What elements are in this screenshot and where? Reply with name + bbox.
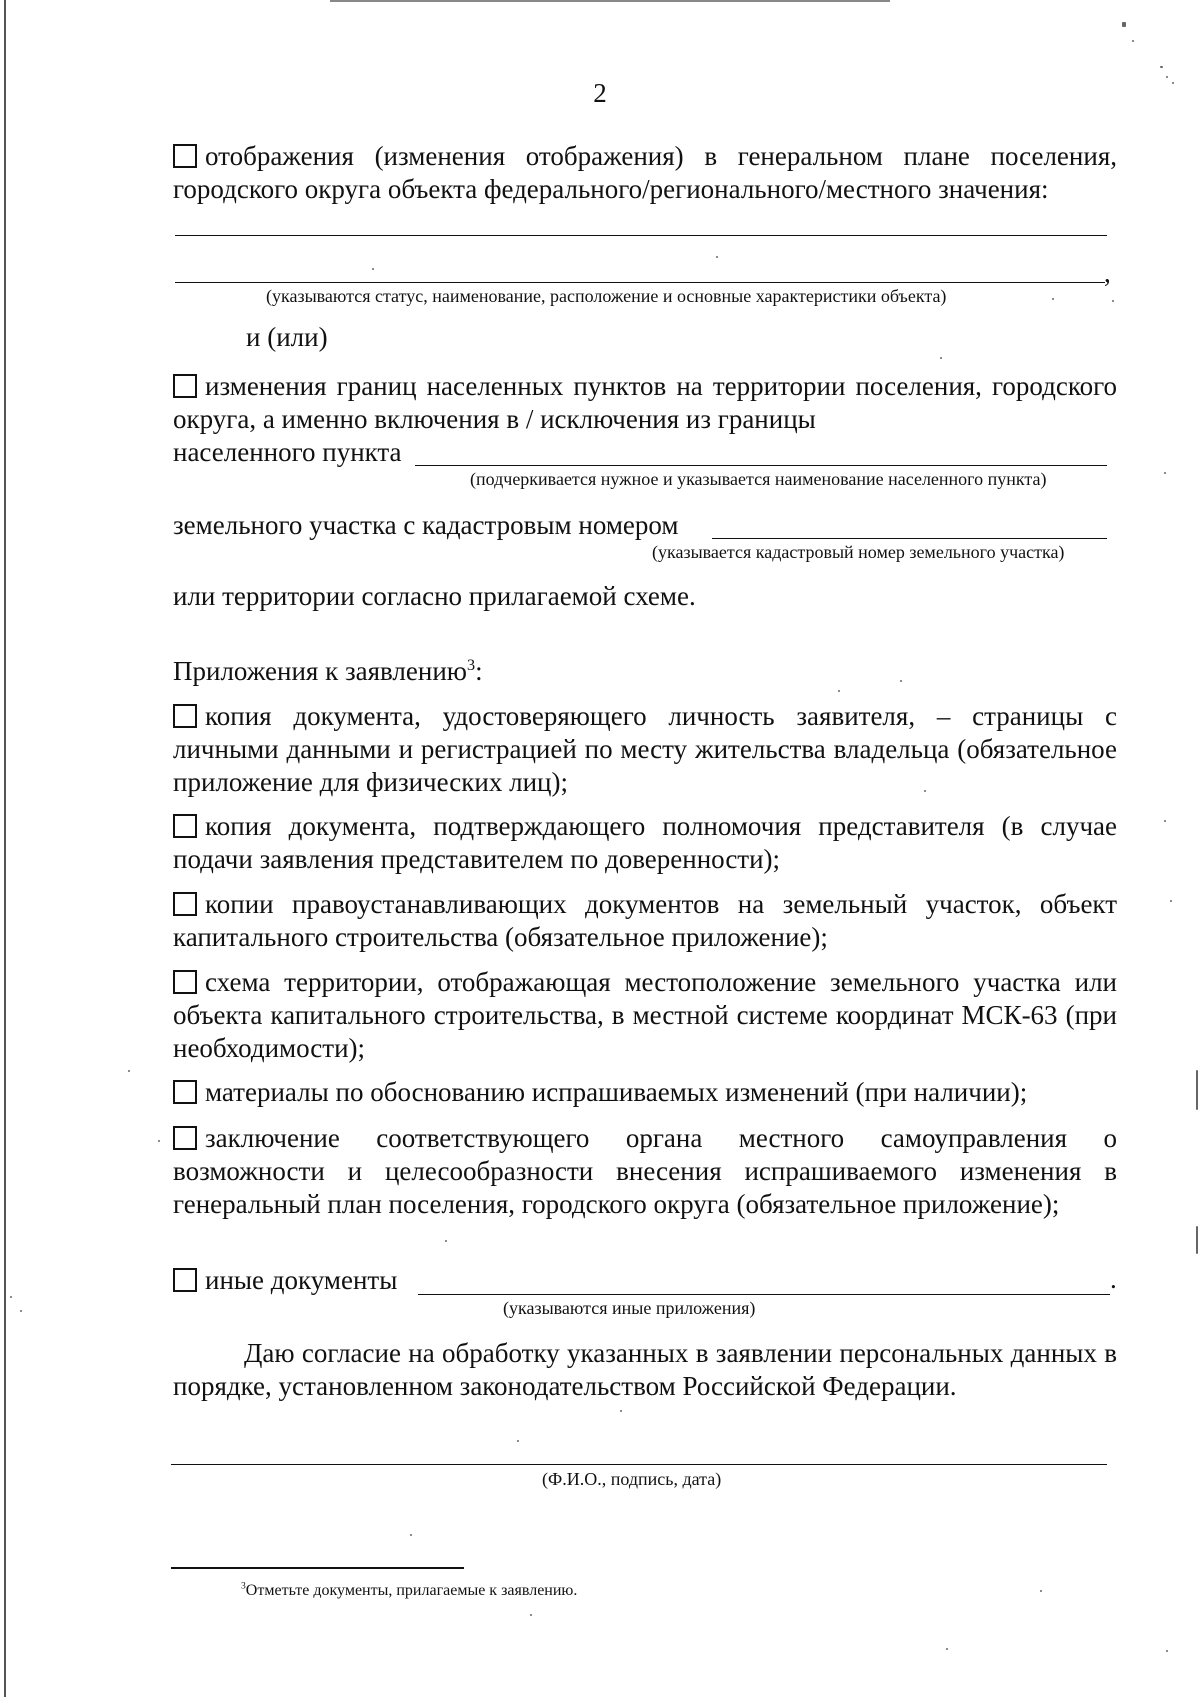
cadastral-label: земельного участка с кадастровым номером — [173, 510, 679, 540]
caption-other: (указываются иные приложения) — [503, 1298, 756, 1318]
checkbox-attachment-territory-scheme[interactable] — [173, 970, 197, 994]
attachments-heading — [173, 655, 483, 688]
attachment-item-identity — [173, 700, 1117, 799]
attachments-heading-text: Приложения к заявлению — [173, 656, 467, 686]
attachment-item-text: копии правоустанавливающих документов на земельный участок, объект капитального строительства (обязательное приложение); — [173, 889, 1117, 952]
fill-line-cadastral[interactable] — [712, 538, 1107, 539]
checkbox-settlement-borders[interactable] — [173, 374, 197, 398]
attachments-heading-colon: : — [475, 656, 483, 686]
signature-caption: (Ф.И.О., подпись, дата) — [542, 1469, 722, 1489]
checkbox-attachment-authority[interactable] — [173, 814, 197, 838]
attachment-item-justification — [173, 1076, 1117, 1109]
attachment-item-authority — [173, 810, 1117, 876]
checkbox-general-plan-object[interactable] — [173, 144, 197, 168]
footnote-text: Отметьте документы, прилагаемые к заявлению. — [245, 1582, 578, 1599]
other-period: . — [1110, 1264, 1117, 1294]
section-general-plan-object-text: отображения (изменения отображения) в генеральном плане поселения, городского округа объекта федерального/регионального/местного значения: — [173, 141, 1117, 204]
fill-line-object-2[interactable] — [175, 282, 1105, 283]
scan-edge — [4, 0, 6, 1697]
footnote-ref: 3 — [466, 656, 476, 674]
caption-object: (указываются статус, наименование, расположение и основные характеристики объекта) — [266, 286, 947, 306]
comma: , — [1104, 258, 1111, 288]
caption-cadastral: (указывается кадастровый номер земельного участка) — [652, 542, 1065, 562]
section-settlement-borders-text: изменения границ населенных пунктов на территории поселения, городского округа, а именно включения в / исключения из границы — [173, 371, 1117, 434]
attachment-other-label: иные документы — [205, 1265, 398, 1295]
fill-line-other[interactable] — [418, 1294, 1110, 1295]
attachment-item-text: материалы по обоснованию испрашиваемых изменений (при наличии); — [205, 1077, 1028, 1107]
attachment-item-text: копия документа, подтверждающего полномочия представителя (в случае подачи заявления представителем по доверенности); — [173, 811, 1117, 874]
page-number: 2 — [593, 78, 607, 108]
consent-text-content: Даю согласие на обработку указанных в заявлении персональных данных в порядке, установленном законодательством Российской Федерации. — [173, 1338, 1117, 1401]
fill-line-object-1[interactable] — [175, 235, 1107, 236]
fill-line-settlement[interactable] — [415, 465, 1107, 466]
territory-scheme-text: или территории согласно прилагаемой схеме. — [173, 581, 696, 611]
checkbox-attachment-other[interactable] — [173, 1268, 197, 1292]
checkbox-attachment-identity[interactable] — [173, 704, 197, 728]
footnote — [241, 1582, 577, 1600]
attachment-item-conclusion — [173, 1122, 1117, 1221]
scan-top-line — [330, 0, 890, 2]
section-settlement-borders — [173, 370, 1117, 436]
checkbox-attachment-justification[interactable] — [173, 1080, 197, 1104]
attachment-item-text: заключение соответствующего органа местного самоуправления о возможности и целесообразности внесения испрашиваемого изменения в генеральный план поселения, городского округа (обязательное приложение); — [173, 1123, 1117, 1219]
signature-line[interactable] — [171, 1464, 1107, 1465]
checkbox-attachment-title-documents[interactable] — [173, 892, 197, 916]
attachment-item-text: схема территории, отображающая местоположение земельного участка или объекта капитального строительства, в местной системе координат МСК-63 (при необходимости); — [173, 967, 1117, 1063]
consent-text — [173, 1337, 1117, 1403]
attachment-item-other — [173, 1264, 397, 1297]
attachment-item-territory-scheme — [173, 966, 1117, 1065]
and-or-label: и (или) — [246, 322, 328, 352]
attachment-item-text: копия документа, удостоверяющего личность заявителя, – страницы с личными данными и регистрацией по месту жительства владельца (обязательное приложение для физических лиц); — [173, 701, 1117, 797]
section-general-plan-object — [173, 140, 1117, 206]
attachment-item-title-documents — [173, 888, 1117, 954]
footnote-number: 3 — [241, 1580, 246, 1592]
settlement-label: населенного пункта — [173, 437, 402, 467]
footnote-rule — [171, 1567, 464, 1569]
checkbox-attachment-conclusion[interactable] — [173, 1126, 197, 1150]
caption-settlement: (подчеркивается нужное и указывается наименование населенного пункта) — [470, 469, 1047, 489]
